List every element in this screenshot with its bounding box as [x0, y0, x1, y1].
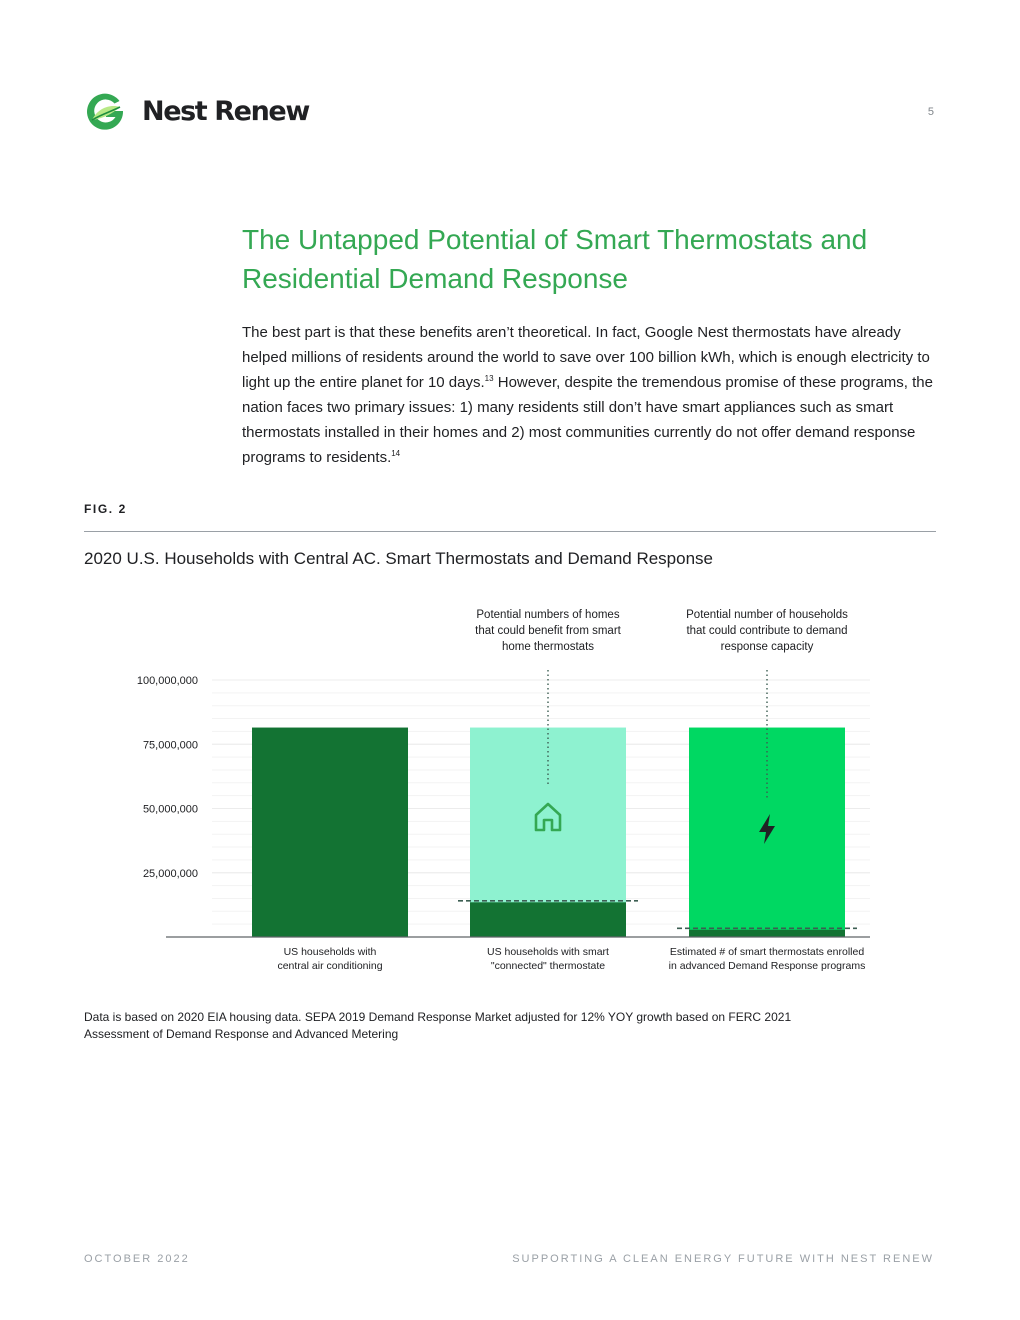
bar-segment-2: [470, 902, 626, 937]
body-text-part-2: However, despite the tremendous promise of these programs, the nation faces two primary issues: 1) many residents still don’t have smart appliances such as smart thermostats installed in their homes and 2) most communities currently do not offer demand response programs to residents.: [242, 374, 933, 466]
y-tick-label: 100,000,000: [136, 675, 198, 687]
bar-chart: [84, 590, 936, 990]
bar-segment-3: [689, 930, 845, 937]
x-category-label: Estimated # of smart thermostats enrolled: [669, 946, 865, 958]
annotation-text: Potential numbers of homes: [476, 609, 620, 621]
annotation-text: that could benefit from smart: [475, 625, 621, 637]
annotation-text: that could contribute to demand: [686, 625, 848, 637]
divider: [84, 531, 936, 532]
footnote-ref-13: 13: [484, 374, 494, 383]
footnote-ref-14: 14: [391, 449, 401, 458]
figure-label: FIG. 2: [84, 502, 127, 516]
y-tick-label: 25,000,000: [142, 867, 198, 880]
y-tick-label: 75,000,000: [142, 739, 198, 752]
page-number: 5: [927, 106, 934, 118]
annotation-text: home thermostats: [501, 641, 595, 653]
google-g-leaf-icon: [84, 90, 126, 132]
body-text-part-1: The best part is that these benefits aren’t theoretical. In fact, Google Nest thermostats have already helped millions of residents around the world to save over 100 billion kWh, which is enough electricity to light up the entire planet for 10 days.: [242, 324, 930, 391]
footer-tagline: SUPPORTING A CLEAN ENERGY FUTURE WITH NEST RENEW: [512, 1253, 934, 1265]
data-source-note: Data is based on 2020 EIA housing data. SEPA 2019 Demand Response Market adjusted for 12% YOY growth based on FERC 2021 Assessment of Demand Response and Advanced Metering: [84, 1010, 792, 1041]
y-tick-label: 50,000,000: [142, 803, 198, 816]
page-title: The Untapped Potential of Smart Thermostats and Residential Demand Response: [242, 224, 868, 294]
bar-total-1: [252, 728, 408, 937]
nest-renew-logo: [84, 90, 309, 132]
x-category-label: US households with: [283, 946, 377, 958]
x-category-label: in advanced Demand Response programs: [668, 960, 866, 972]
brand-name: Nest Renew: [142, 95, 309, 127]
x-category-label: US households with smart: [487, 946, 609, 958]
x-category-label: central air conditioning: [277, 960, 383, 972]
x-category-label: "connected" thermostate: [490, 960, 606, 972]
body-paragraph: [242, 320, 942, 470]
chart-title: 2020 U.S. Households with Central AC. Smart Thermostats and Demand Response: [84, 549, 713, 568]
footer-date: OCTOBER 2022: [84, 1253, 190, 1265]
annotation-text: response capacity: [720, 641, 814, 653]
annotation-text: Potential number of households: [686, 609, 848, 621]
